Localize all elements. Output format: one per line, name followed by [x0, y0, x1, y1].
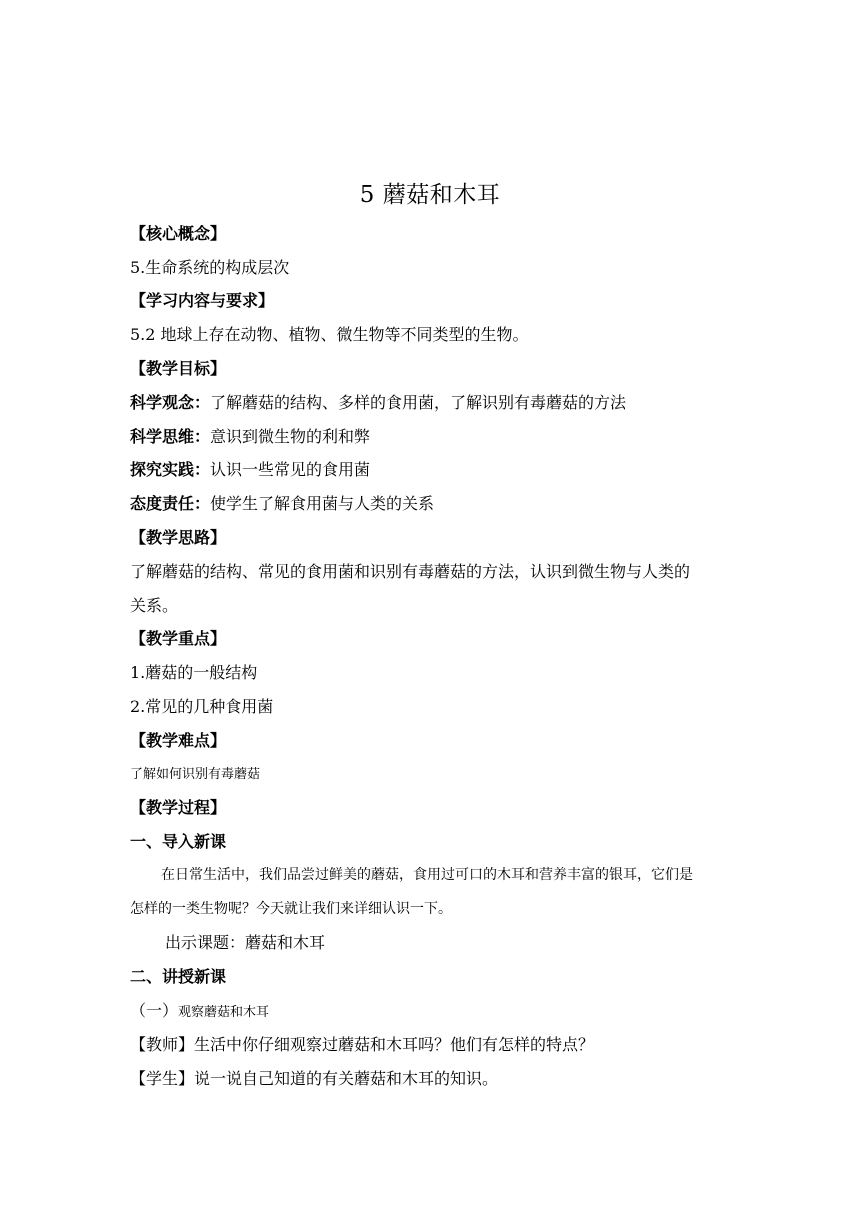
intro-paragraph-line: 怎样的一类生物呢？今天就让我们来详细认识一下。: [130, 901, 452, 917]
core-concept-text: 5.生命系统的构成层次: [130, 258, 290, 277]
objective-text: 了解蘑菇的结构、多样的食用菌，了解识别有毒蘑菇的方法: [210, 393, 627, 412]
teacher-text: 生活中你仔细观察过蘑菇和木耳吗？他们有怎样的特点？: [194, 1035, 595, 1054]
thinking-line: 关系。: [130, 596, 179, 615]
process-heading: 【教学过程】: [130, 798, 227, 817]
student-tag: 【学生】: [130, 1069, 195, 1088]
objective-item: [130, 494, 730, 514]
key-point-item: 2.常见的几种食用菌: [130, 697, 274, 716]
subsection-prefix: （一）: [130, 1001, 179, 1020]
section-heading: 二、讲授新课: [130, 967, 227, 986]
thinking-heading: 【教学思路】: [130, 528, 227, 547]
key-points-heading: 【教学重点】: [130, 629, 227, 648]
subsection-text: 观察蘑菇和木耳: [178, 1005, 270, 1020]
objective-label: 科学观念：: [130, 393, 211, 412]
objective-label: 探究实践：: [130, 460, 211, 479]
learning-content-text: 5.2 地球上存在动物、植物、微生物等不同类型的生物。: [130, 325, 529, 344]
objective-text: 意识到微生物的利和弊: [210, 427, 371, 446]
core-concept-heading: 【核心概念】: [130, 224, 227, 243]
section-heading: 一、导入新课: [130, 832, 227, 851]
thinking-line: 了解蘑菇的结构、常见的食用菌和识别有毒蘑菇的方法，认识到微生物与人类的: [130, 562, 691, 581]
teacher-tag: 【教师】: [130, 1035, 195, 1054]
learning-content-heading: 【学习内容与要求】: [130, 291, 275, 310]
objective-item: [130, 460, 730, 480]
lesson-topic: 出示课题：蘑菇和木耳: [165, 933, 326, 952]
subsection-line: [130, 1001, 730, 1021]
objective-item: [130, 427, 730, 447]
key-point-item: 1.蘑菇的一般结构: [130, 663, 258, 682]
objective-label: 科学思维：: [130, 427, 211, 446]
teacher-line: [130, 1035, 730, 1055]
objective-item: [130, 393, 730, 413]
document-title: 5 蘑菇和木耳: [359, 182, 501, 208]
difficulties-text: 了解如何识别有毒蘑菇: [130, 767, 261, 782]
difficulties-heading: 【教学难点】: [130, 731, 227, 750]
student-line: [130, 1069, 730, 1089]
intro-paragraph-line: 在日常生活中，我们品尝过鲜美的蘑菇，食用过可口的木耳和营养丰富的银耳，它们是: [161, 867, 693, 883]
objective-text: 使学生了解食用菌与人类的关系: [210, 494, 435, 513]
student-text: 说一说自己知道的有关蘑菇和木耳的知识。: [194, 1069, 499, 1088]
objective-label: 态度责任：: [130, 494, 211, 513]
objectives-heading: 【教学目标】: [130, 359, 227, 378]
objective-text: 认识一些常见的食用菌: [210, 460, 371, 479]
